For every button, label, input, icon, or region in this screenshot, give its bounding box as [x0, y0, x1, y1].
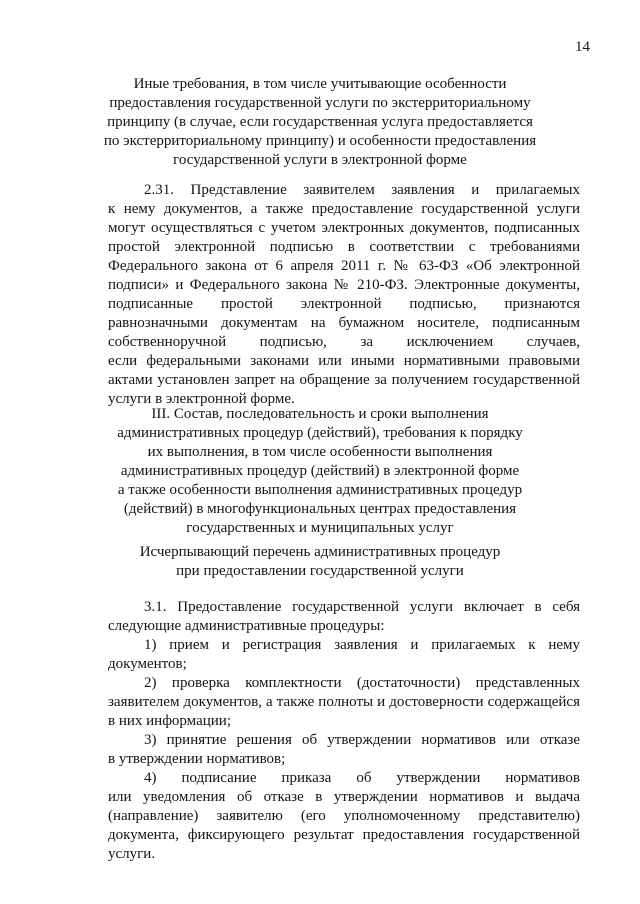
list-item-1	[108, 636, 580, 674]
paragraph-line: подписи» и Федерального закона № 210-ФЗ. Электронные документы,	[108, 277, 580, 293]
list-item-line: заявителем документов, а также полноты и достоверности содержащейся	[108, 694, 580, 710]
list-item-4	[108, 769, 580, 864]
page-number: 14	[575, 39, 590, 55]
paragraph-line: равнозначными документам на бумажном носителе, подписанным	[108, 315, 580, 331]
heading-exhaustive-list	[100, 543, 540, 581]
heading-line: их выполнения, в том числе особенности выполнения	[147, 444, 493, 460]
heading-line: по экстерриториальному принципу) и особенности предоставления	[103, 133, 537, 149]
list-item-line: услуги.	[108, 846, 156, 862]
paragraph-line: 2.31. Представление заявителем заявления и прилагаемых	[144, 182, 580, 198]
list-item-line: в них информации;	[108, 713, 231, 729]
heading-line: предоставления государственной услуги по экстерриториальному	[109, 95, 531, 111]
paragraph-line: Федерального закона от 6 апреля 2011 г. № 63-ФЗ «Об электронной	[108, 258, 580, 274]
list-item-line: 2) проверка комплектности (достаточности) представленных	[144, 675, 580, 691]
heading-line: государственных и муниципальных услуг	[186, 520, 454, 536]
list-item-line: 1) прием и регистрация заявления и прилагаемых к нему	[144, 637, 580, 653]
list-item-2	[108, 674, 580, 731]
heading-line: принципу (в случае, если государственная услуга предоставляется	[107, 114, 533, 130]
list-item-line: или уведомления об отказе в утверждении нормативов и выдача	[108, 789, 580, 805]
paragraph-line: актами установлен запрет на обращение за получением государственной	[108, 372, 580, 388]
paragraph-2-31	[108, 181, 580, 409]
list-item-line: 3) принятие решения об утверждении нормативов или отказе	[144, 732, 580, 748]
list-item-line: в утверждении нормативов;	[108, 751, 286, 767]
heading-line: административных процедур (действий), требования к порядку	[117, 425, 523, 441]
list-item-line: (направление) заявителю (его уполномоченному представителю)	[108, 808, 580, 824]
paragraph-line: простой электронной подписью в соответствии с требованиями	[108, 239, 580, 255]
paragraph-line: услуги в электронной форме.	[108, 391, 295, 407]
heading-line: Исчерпывающий перечень административных процедур	[139, 544, 501, 560]
heading-section-3	[100, 405, 540, 538]
heading-line: III. Состав, последовательность и сроки выполнения	[151, 406, 489, 422]
heading-line: (действий) в многофункциональных центрах предоставления	[123, 501, 517, 517]
paragraph-3-1	[108, 598, 580, 636]
list-item-3	[108, 731, 580, 769]
paragraph-line: могут осуществляться с учетом электронных документов, подписанных	[108, 220, 580, 236]
paragraph-line: следующие административные процедуры:	[108, 618, 385, 634]
paragraph-line: собственноручной подписью, за исключением случаев,	[108, 334, 580, 350]
heading-line: административных процедур (действий) в электронной форме	[120, 463, 520, 479]
paragraph-line: если федеральными законами или иными нормативными правовыми	[108, 353, 580, 369]
paragraph-line: 3.1. Предоставление государственной услуги включает в себя	[144, 599, 580, 615]
paragraph-line: подписанные простой электронной подписью, признаются	[108, 296, 580, 312]
heading-line: при предоставлении государственной услуги	[176, 563, 464, 579]
heading-line: государственной услуги в электронной форме	[173, 152, 467, 168]
heading-line: Иные требования, в том числе учитывающие особенности	[133, 76, 507, 92]
list-item-line: 4) подписание приказа об утверждении нормативов	[144, 770, 580, 786]
heading-other-requirements	[100, 75, 540, 170]
heading-line: а также особенности выполнения административных процедур	[117, 482, 523, 498]
list-item-line: документов;	[108, 656, 187, 672]
paragraph-line: к нему документов, а также предоставление государственной услуги	[108, 201, 580, 217]
list-item-line: документа, фиксирующего результат предоставления государственной	[108, 827, 580, 843]
